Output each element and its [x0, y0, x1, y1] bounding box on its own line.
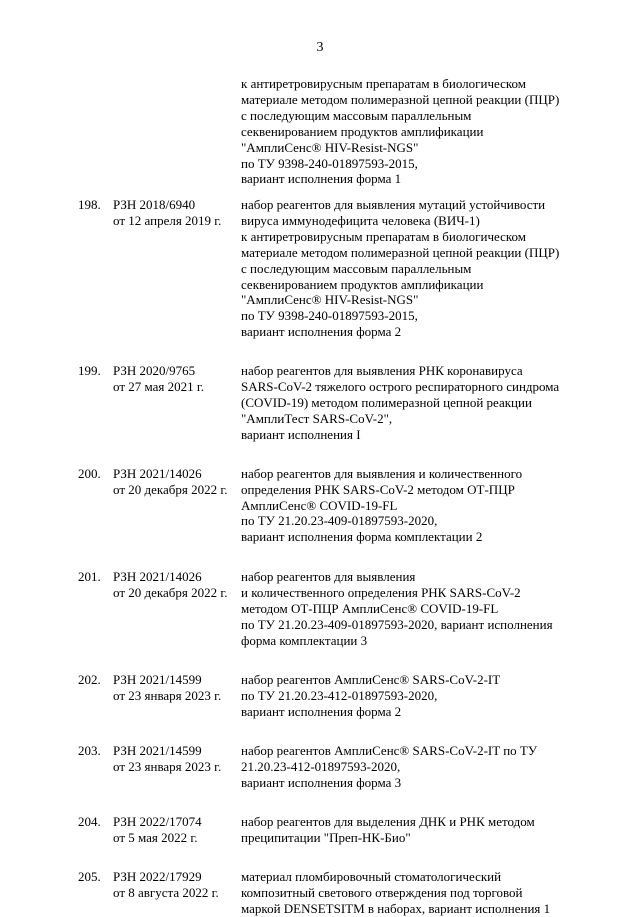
description-line: вариант исполнения I	[241, 426, 361, 442]
registry-entry	[0, 869, 640, 917]
product-description	[241, 814, 581, 846]
registration-info	[113, 814, 202, 846]
description-line: "АмплиСенс® HIV-Resist-NGS"	[241, 139, 419, 155]
registration-date: от 8 августа 2022 г.	[113, 884, 219, 900]
entry-number: 200.	[78, 465, 101, 481]
entry-number: 201.	[78, 569, 101, 585]
description-line: по ТУ 9398-240-01897593-2015,	[241, 155, 418, 171]
product-description	[241, 466, 581, 546]
description-line: по ТУ 21.20.23-409-01897593-2020, вариант исполнения	[241, 616, 553, 632]
description-line: "АмплиСенс® HIV-Resist-NGS"	[241, 292, 419, 308]
registration-number: РЗН 2022/17929	[113, 869, 202, 884]
registry-entry	[0, 197, 640, 340]
description-line: набор реагентов для выявления и количественного	[241, 465, 523, 481]
description-line: и количественного определения РНК SARS-CoV-2	[241, 585, 521, 601]
description-line: набор реагентов для выявления РНК коронавируса	[241, 363, 523, 379]
description-line: "АмплиТест SARS-CoV-2",	[241, 410, 393, 426]
registration-info	[113, 672, 221, 704]
registration-date: от 23 января 2023 г.	[113, 759, 222, 775]
description-line: 21.20.23-412-01897593-2020,	[241, 759, 401, 775]
registry-entry	[0, 466, 640, 546]
registration-info	[113, 363, 204, 395]
entry-number: 205.	[78, 869, 101, 884]
product-description	[241, 672, 581, 720]
registration-number: РЗН 2020/9765	[113, 363, 196, 379]
entry-number: 202.	[78, 671, 101, 687]
registration-info	[113, 743, 221, 775]
registry-entry	[0, 672, 640, 720]
description-line: набор реагентов для выделения ДНК и РНК методом	[241, 814, 535, 830]
product-description	[241, 197, 581, 340]
description-line: набор реагентов для выявления мутаций устойчивости	[241, 197, 546, 212]
description-line: маркой DENSETSITM в наборах, вариант исполнения 1	[241, 900, 551, 916]
registry-entry	[0, 743, 640, 791]
product-description	[241, 363, 581, 443]
description-line: с последующим массовым параллельным	[241, 107, 472, 123]
description-line: вариант исполнения форма 2	[241, 324, 402, 340]
registration-info	[113, 569, 228, 601]
registration-info	[113, 869, 219, 901]
description-line: вариант исполнения форма комплектации 2	[241, 529, 483, 545]
registration-info	[113, 197, 221, 229]
registration-number: РЗН 2021/14026	[113, 569, 202, 585]
registration-date: от 20 декабря 2022 г.	[113, 481, 228, 497]
registration-number: РЗН 2018/6940	[113, 197, 196, 212]
registration-date: от 20 декабря 2022 г.	[113, 585, 228, 601]
registry-entry-list	[0, 197, 640, 917]
description-line: секвенированием продуктов амплификации	[241, 276, 484, 292]
product-description	[241, 743, 581, 791]
registration-date: от 27 мая 2021 г.	[113, 379, 205, 395]
registration-info	[113, 466, 228, 498]
description-line: по ТУ 21.20.23-412-01897593-2020,	[241, 687, 438, 703]
registration-date: от 12 апреля 2019 г.	[113, 212, 222, 228]
entry-number: 199.	[78, 363, 101, 379]
description-line: набор реагентов для выявления	[241, 569, 416, 585]
registration-number: РЗН 2022/17074	[113, 814, 202, 830]
registration-number: РЗН 2021/14026	[113, 465, 202, 481]
registration-number: РЗН 2021/14599	[113, 743, 202, 759]
description-line: SARS-CoV-2 тяжелого острого респираторного синдрома	[241, 379, 560, 395]
description-line: вариант исполнения форма 3	[241, 775, 402, 791]
description-line: АмплиСенс® COVID-19-FL	[241, 497, 398, 513]
description-line: материале методом полимеразной цепной реакции (ПЦР)	[241, 244, 560, 260]
description-line: набор реагентов АмплиСенс® SARS-CoV-2-IT	[241, 671, 501, 687]
description-line: форма комплектации 3	[241, 632, 368, 648]
description-line: (COVID-19) методом полимеразной цепной реакции	[241, 394, 532, 410]
registry-entry	[0, 363, 640, 443]
entry-number: 204.	[78, 814, 101, 830]
entry-number: 198.	[78, 197, 101, 212]
description-line: по ТУ 21.20.23-409-01897593-2020,	[241, 513, 438, 529]
description-line: вариант исполнения форма 2	[241, 703, 402, 719]
description-line: секвенированием продуктов амплификации	[241, 123, 484, 139]
description-line: вируса иммунодефицита человека (ВИЧ-1)	[241, 212, 480, 228]
description-line: к антиретровирусным препаратам в биологическом	[241, 76, 526, 91]
registration-date: от 23 января 2023 г.	[113, 687, 222, 703]
description-line: определения РНК SARS-CoV-2 методом ОТ-ПЦР	[241, 481, 515, 497]
product-description	[241, 869, 581, 917]
page-number: 3	[316, 40, 324, 55]
description-line: к антиретровирусным препаратам в биологическом	[241, 228, 526, 244]
registry-entry	[0, 814, 640, 846]
product-description	[241, 569, 581, 649]
description-line: набор реагентов АмплиСенс® SARS-CoV-2-IT по ТУ	[241, 743, 538, 759]
description-line: композитный светового отверждения под торговой	[241, 884, 523, 900]
description-line: вариант исполнения форма 1	[241, 171, 402, 187]
description-line: материал пломбировочный стоматологический	[241, 869, 502, 884]
description-line: материале методом полимеразной цепной реакции (ПЦР)	[241, 91, 560, 107]
registration-number: РЗН 2021/14599	[113, 671, 202, 687]
continued-description	[241, 76, 581, 187]
registration-date: от 5 мая 2022 г.	[113, 830, 198, 846]
description-line: преципитации "Преп-НК-Био"	[241, 830, 411, 846]
registry-entry	[0, 569, 640, 649]
description-line: по ТУ 9398-240-01897593-2015,	[241, 308, 418, 324]
description-line: с последующим массовым параллельным	[241, 260, 472, 276]
description-line: методом ОТ-ПЦР АмплиСенс® COVID-19-FL	[241, 601, 499, 617]
entry-number: 203.	[78, 743, 101, 759]
